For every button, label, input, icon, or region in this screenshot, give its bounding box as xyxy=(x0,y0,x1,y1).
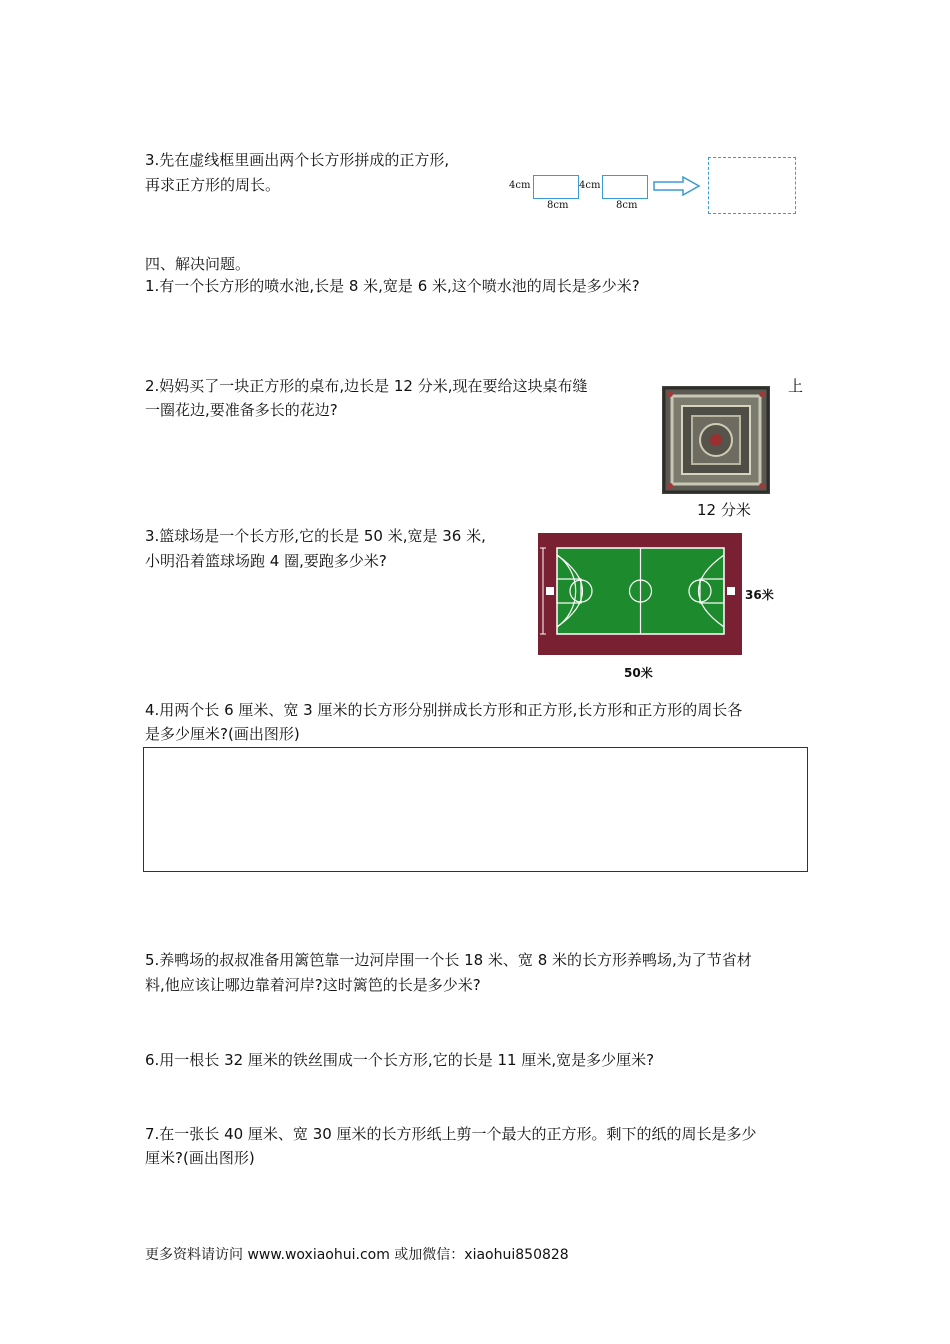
rect1-length-label: 8cm xyxy=(547,200,569,211)
court-width-label: 36米 xyxy=(745,588,774,602)
problem-2-tail: 上 xyxy=(788,377,804,395)
q3-line1: 3.先在虚线框里画出两个长方形拼成的正方形, xyxy=(145,151,450,169)
problem-2-line1: 2.妈妈买了一块正方形的桌布,边长是 12 分米,现在要给这块桌布缝 xyxy=(145,377,588,395)
q3-line2: 再求正方形的周长。 xyxy=(145,176,281,194)
problem-6: 6.用一根长 32 厘米的铁丝围成一个长方形,它的长是 11 厘米,宽是多少厘米? xyxy=(145,1051,655,1069)
rectangle-2 xyxy=(602,175,648,199)
problem-5-line2: 料,他应该让哪边靠着河岸?这时篱笆的长是多少米? xyxy=(145,976,481,994)
rectangle-1 xyxy=(533,175,579,199)
problem-2-line2: 一圈花边,要准备多长的花边? xyxy=(145,401,338,419)
drawing-answer-box[interactable] xyxy=(143,747,808,872)
problem-7-line1: 7.在一张长 40 厘米、宽 30 厘米的长方形纸上剪一个最大的正方形。剩下的纸的周长是多少 xyxy=(145,1125,757,1143)
footer-text: 更多资料请访问 www.woxiaohui.com 或加微信：xiaohui850828 xyxy=(145,1247,569,1263)
tablecloth-image xyxy=(662,386,770,494)
problem-4-line2: 是多少厘米?(画出图形) xyxy=(145,725,300,743)
problem-7-line2: 厘米?(画出图形) xyxy=(145,1149,255,1167)
section4-heading: 四、解决问题。 xyxy=(145,255,251,273)
rect2-length-label: 8cm xyxy=(616,200,638,211)
basketball-court-image xyxy=(538,533,742,655)
problem-3-line2: 小明沿着篮球场跑 4 圈,要跑多少米? xyxy=(145,552,387,570)
arrow-right-icon xyxy=(653,176,701,196)
dashed-answer-box[interactable] xyxy=(708,157,796,214)
problem-4-line1: 4.用两个长 6 厘米、宽 3 厘米的长方形分别拼成长方形和正方形,长方形和正方形的周长各 xyxy=(145,701,743,719)
problem-1: 1.有一个长方形的喷水池,长是 8 米,宽是 6 米,这个喷水池的周长是多少米? xyxy=(145,277,640,295)
court-length-label: 50米 xyxy=(624,666,653,680)
tablecloth-caption: 12 分米 xyxy=(697,501,751,519)
problem-5-line1: 5.养鸭场的叔叔准备用篱笆靠一边河岸围一个长 18 米、宽 8 米的长方形养鸭场,为了节省材 xyxy=(145,951,752,969)
rect2-width-label: 4cm xyxy=(579,180,601,191)
rect1-width-label: 4cm xyxy=(509,180,531,191)
problem-3-line1: 3.篮球场是一个长方形,它的长是 50 米,宽是 36 米, xyxy=(145,527,486,545)
